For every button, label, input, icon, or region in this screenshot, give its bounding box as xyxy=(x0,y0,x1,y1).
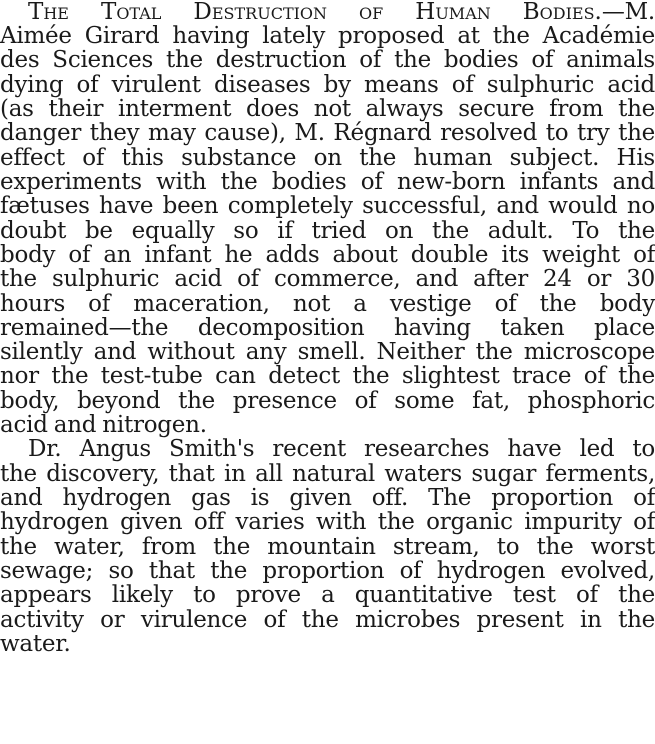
text-line: activity or virulence of the microbes present in the xyxy=(0,607,655,633)
text-line: the water, from the mountain stream, to the worst xyxy=(0,534,655,560)
text-line: body, beyond the presence of some fat, phosphoric xyxy=(0,388,655,414)
text-line: body of an infant he adds about double its weight of xyxy=(0,242,655,268)
text-line: and hydrogen gas is given off. The proportion of xyxy=(0,485,655,511)
text-line: Aimée Girard having lately proposed at the Académie xyxy=(0,23,655,49)
text-line: appears likely to prove a quantitative test of the xyxy=(0,582,655,608)
text-line: silently and without any smell. Neither the microscope xyxy=(0,339,655,365)
text-line: —M. xyxy=(601,0,655,25)
text-line: acid and nitrogen. xyxy=(0,412,207,438)
text-line: experiments with the bodies of new-born infants and xyxy=(0,169,655,195)
text-line: (as their interment does not always secure from the xyxy=(0,96,655,122)
article-heading: The Total Destruction of Human Bodies. xyxy=(28,0,602,25)
heading-line xyxy=(28,0,655,25)
text-line: dying of virulent diseases by means of sulphuric acid xyxy=(0,72,655,98)
text-line: doubt be equally so if tried on the adult. To the xyxy=(0,218,655,244)
text-line: danger they may cause), M. Régnard resolved to try the xyxy=(0,120,655,146)
text-line: des Sciences the destruction of the bodies of animals xyxy=(0,47,655,73)
text-line: effect of this substance on the human subject. His xyxy=(0,145,655,171)
text-line: water. xyxy=(0,631,71,657)
text-line: Dr. Angus Smith's recent researches have led to xyxy=(28,436,655,462)
text-line: the discovery, that in all natural waters sugar ferments, xyxy=(0,461,655,487)
text-line: hydrogen given off varies with the organic impurity of xyxy=(0,509,655,535)
text-line: hours of maceration, not a vestige of the body xyxy=(0,291,655,317)
text-line: fætuses have been completely successful, and would no xyxy=(0,193,655,219)
text-line: remained—the decomposition having taken place xyxy=(0,315,655,341)
text-line: nor the test-tube can detect the slightest trace of the xyxy=(0,363,655,389)
text-line: sewage; so that the proportion of hydrogen evolved, xyxy=(0,558,655,584)
text-line: the sulphuric acid of commerce, and after 24 or 30 xyxy=(0,266,655,292)
